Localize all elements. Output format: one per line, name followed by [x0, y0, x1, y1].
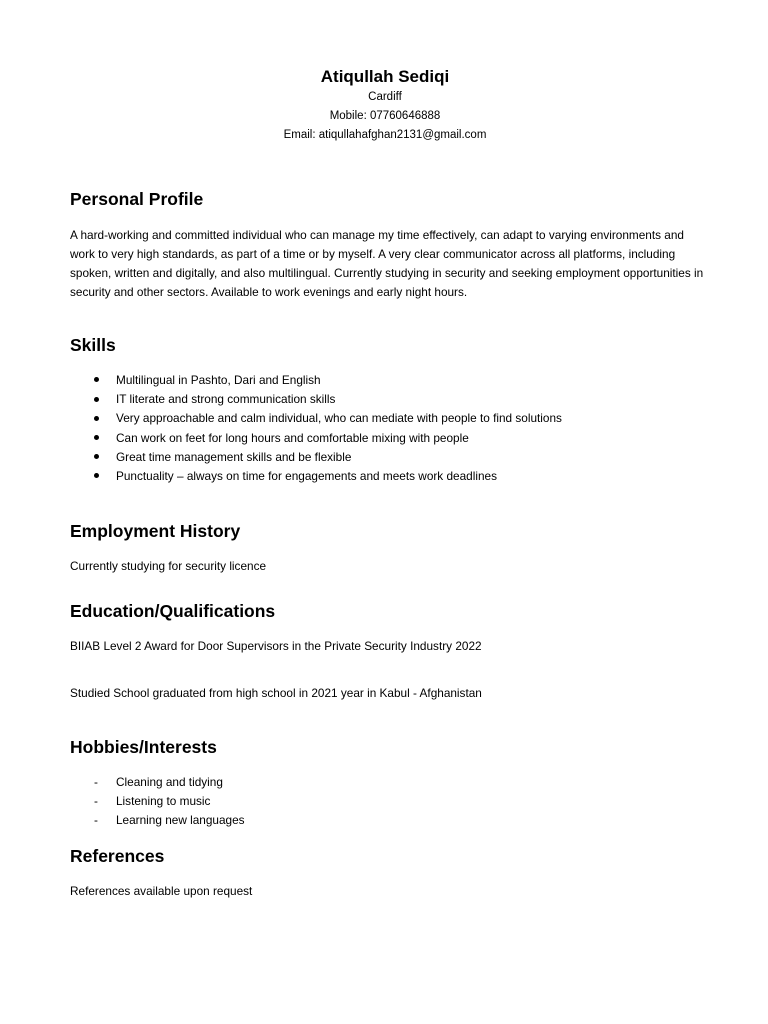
skills-heading: Skills: [70, 335, 116, 355]
references-heading: References: [70, 846, 165, 866]
references-text: References available upon request: [70, 884, 253, 898]
list-item: Multilingual in Pashto, Dari and English: [70, 371, 562, 390]
personal-profile-heading: Personal Profile: [70, 189, 204, 209]
bullet-icon: [90, 467, 102, 486]
list-item: Punctuality – always on time for engagements and meets work deadlines: [70, 467, 562, 486]
employment-history-text: Currently studying for security licence: [70, 559, 267, 573]
list-item: Great time management skills and be flexible: [70, 448, 562, 467]
bullet-icon: [90, 390, 102, 409]
hobbies-list: [70, 773, 245, 831]
bullet-icon: [90, 409, 102, 428]
dash-icon: -: [94, 794, 98, 809]
list-item: - Cleaning and tidying: [70, 773, 245, 792]
bullet-icon: [90, 371, 102, 390]
list-item: Very approachable and calm individual, who can mediate with people to find solutions: [70, 409, 562, 428]
resume-header: [0, 66, 768, 145]
dash-icon: -: [94, 813, 98, 828]
bullet-icon: [90, 448, 102, 467]
education-item: BIIAB Level 2 Award for Door Supervisors in the Private Security Industry 2022: [70, 639, 482, 653]
education-item: Studied School graduated from high school in 2021 year in Kabul - Afghanistan: [70, 686, 482, 700]
hobbies-heading: Hobbies/Interests: [70, 737, 217, 757]
bullet-icon: [90, 429, 102, 448]
candidate-mobile: Mobile: 07760646888: [329, 110, 441, 122]
list-item: - Listening to music: [70, 792, 245, 811]
candidate-city: Cardiff: [368, 91, 402, 103]
employment-history-heading: Employment History: [70, 521, 241, 541]
dash-icon: -: [94, 775, 98, 789]
candidate-email: Email: atiqullahafghan2131@gmail.com: [283, 129, 487, 141]
list-item: Can work on feet for long hours and comfortable mixing with people: [70, 429, 562, 448]
personal-profile-text: A hard-working and committed individual who can manage my time effectively, can adapt to varying environments and work to very high standards, as part of a time or by myself. A very clear communicator across all platforms, including spoken, written and digitally, and also multilingual. Currently studying in security and seeking employment opportunities in security and other sectors. Available to work evenings and early night hours.: [70, 228, 704, 299]
list-item: IT literate and strong communication skills: [70, 390, 562, 409]
candidate-name: Atiqullah Sediqi: [320, 67, 450, 86]
education-heading: Education/Qualifications: [70, 601, 276, 621]
skills-list: [70, 371, 562, 486]
list-item: - Learning new languages: [70, 811, 245, 830]
